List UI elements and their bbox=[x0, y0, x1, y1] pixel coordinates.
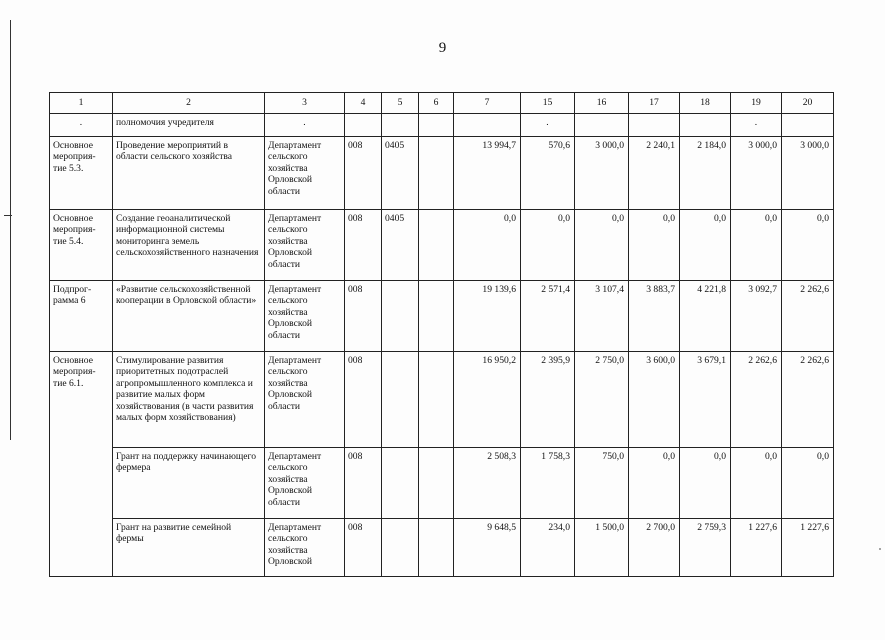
table-row bbox=[50, 137, 834, 210]
cell-executor: Департамент сельского хозяйства Орловской области bbox=[265, 352, 345, 448]
cell-name: «Развитие сельскохозяйственной кооперации в Орловской области» bbox=[113, 281, 265, 352]
cell-y19: . bbox=[731, 114, 782, 137]
cell-executor: Департамент сельского хозяйства Орловской области bbox=[265, 210, 345, 281]
cell-executor: . bbox=[265, 114, 345, 137]
cell-grbs: 008 bbox=[345, 137, 382, 210]
cell-grbs bbox=[345, 114, 382, 137]
cell-y18: 4 221,8 bbox=[680, 281, 731, 352]
cell-y15: 0,0 bbox=[521, 210, 575, 281]
column-header: 2 bbox=[113, 93, 265, 114]
cell-code: Подпрог-рамма 6 bbox=[50, 281, 113, 352]
cell-y16: 750,0 bbox=[575, 448, 629, 519]
cell-name: Грант на поддержку начинающего фермера bbox=[113, 448, 265, 519]
cell-y15: 2 395,9 bbox=[521, 352, 575, 448]
cell-total bbox=[454, 114, 521, 137]
cell-y17: 2 700,0 bbox=[629, 519, 680, 577]
table-row bbox=[50, 210, 834, 281]
cell-y19: 2 262,6 bbox=[731, 352, 782, 448]
cell-y16: 0,0 bbox=[575, 210, 629, 281]
table-row bbox=[50, 114, 834, 137]
cell-y19: 1 227,6 bbox=[731, 519, 782, 577]
cell-y16: 1 500,0 bbox=[575, 519, 629, 577]
cell-rzpr bbox=[382, 448, 419, 519]
table-row bbox=[50, 352, 834, 448]
cell-grbs: 008 bbox=[345, 519, 382, 577]
cell-csr bbox=[419, 448, 454, 519]
cell-name: Стимулирование развития приоритетных подотраслей агропромышленного комплекса и развитие малых форм хозяйствования (в части развития малых форм хозяйствования) bbox=[113, 352, 265, 448]
cell-y19: 0,0 bbox=[731, 448, 782, 519]
budget-table bbox=[49, 92, 834, 577]
cell-y18: 0,0 bbox=[680, 210, 731, 281]
cell-csr bbox=[419, 137, 454, 210]
cell-csr bbox=[419, 210, 454, 281]
scan-speck bbox=[879, 548, 881, 550]
cell-y16: 3 000,0 bbox=[575, 137, 629, 210]
column-header: 5 bbox=[382, 93, 419, 114]
table-row bbox=[50, 519, 834, 577]
cell-executor: Департамент сельского хозяйства Орловской области bbox=[265, 137, 345, 210]
cell-rzpr: 0405 bbox=[382, 137, 419, 210]
column-header: 4 bbox=[345, 93, 382, 114]
cell-code: Основное мероприя-тие 5.3. bbox=[50, 137, 113, 210]
cell-code: Основное мероприя-тие 6.1. bbox=[50, 352, 113, 448]
column-header: 18 bbox=[680, 93, 731, 114]
cell-rzpr bbox=[382, 519, 419, 577]
cell-y20: 3 000,0 bbox=[782, 137, 834, 210]
column-header: 7 bbox=[454, 93, 521, 114]
cell-grbs: 008 bbox=[345, 210, 382, 281]
cell-y18: 2 759,3 bbox=[680, 519, 731, 577]
cell-csr bbox=[419, 281, 454, 352]
cell-name: полномочия учредителя bbox=[113, 114, 265, 137]
cell-y18: 3 679,1 bbox=[680, 352, 731, 448]
cell-y19: 3 000,0 bbox=[731, 137, 782, 210]
cell-y19: 0,0 bbox=[731, 210, 782, 281]
cell-name: Создание геоаналитической информационной системы мониторинга земель сельскохозяйственного назначения bbox=[113, 210, 265, 281]
cell-y16: 2 750,0 bbox=[575, 352, 629, 448]
cell-total: 13 994,7 bbox=[454, 137, 521, 210]
cell-grbs: 008 bbox=[345, 352, 382, 448]
cell-executor: Департамент сельского хозяйства Орловской bbox=[265, 519, 345, 577]
column-header: 17 bbox=[629, 93, 680, 114]
cell-rzpr bbox=[382, 352, 419, 448]
cell-code: . bbox=[50, 114, 113, 137]
cell-y16: 3 107,4 bbox=[575, 281, 629, 352]
cell-y20: 1 227,6 bbox=[782, 519, 834, 577]
cell-executor: Департамент сельского хозяйства Орловской области bbox=[265, 448, 345, 519]
column-header: 16 bbox=[575, 93, 629, 114]
cell-y20: 2 262,6 bbox=[782, 281, 834, 352]
cell-csr bbox=[419, 519, 454, 577]
cell-csr bbox=[419, 352, 454, 448]
cell-code: Основное мероприя-тие 5.4. bbox=[50, 210, 113, 281]
cell-y16 bbox=[575, 114, 629, 137]
cell-name: Проведение мероприятий в области сельского хозяйства bbox=[113, 137, 265, 210]
table-row bbox=[50, 281, 834, 352]
margin-tick bbox=[4, 215, 12, 216]
column-header: 19 bbox=[731, 93, 782, 114]
cell-y18: 2 184,0 bbox=[680, 137, 731, 210]
cell-y17: 3 600,0 bbox=[629, 352, 680, 448]
cell-code bbox=[50, 519, 113, 577]
cell-y15: . bbox=[521, 114, 575, 137]
cell-y17 bbox=[629, 114, 680, 137]
cell-y15: 2 571,4 bbox=[521, 281, 575, 352]
cell-grbs: 008 bbox=[345, 281, 382, 352]
cell-total: 2 508,3 bbox=[454, 448, 521, 519]
cell-rzpr bbox=[382, 114, 419, 137]
cell-executor: Департамент сельского хозяйства Орловской области bbox=[265, 281, 345, 352]
cell-y15: 570,6 bbox=[521, 137, 575, 210]
cell-y17: 3 883,7 bbox=[629, 281, 680, 352]
column-header: 3 bbox=[265, 93, 345, 114]
column-header: 15 bbox=[521, 93, 575, 114]
cell-y17: 0,0 bbox=[629, 210, 680, 281]
cell-name: Грант на развитие семейной фермы bbox=[113, 519, 265, 577]
column-header: 6 bbox=[419, 93, 454, 114]
margin-rule bbox=[10, 20, 11, 440]
cell-y17: 2 240,1 bbox=[629, 137, 680, 210]
cell-y20: 2 262,6 bbox=[782, 352, 834, 448]
cell-grbs: 008 bbox=[345, 448, 382, 519]
cell-code bbox=[50, 448, 113, 519]
cell-y20: 0,0 bbox=[782, 448, 834, 519]
cell-rzpr: 0405 bbox=[382, 210, 419, 281]
cell-y15: 234,0 bbox=[521, 519, 575, 577]
column-header: 20 bbox=[782, 93, 834, 114]
cell-rzpr bbox=[382, 281, 419, 352]
table-row bbox=[50, 448, 834, 519]
cell-total: 16 950,2 bbox=[454, 352, 521, 448]
cell-y17: 0,0 bbox=[629, 448, 680, 519]
cell-y15: 1 758,3 bbox=[521, 448, 575, 519]
cell-y18 bbox=[680, 114, 731, 137]
cell-csr bbox=[419, 114, 454, 137]
cell-y20 bbox=[782, 114, 834, 137]
column-header: 1 bbox=[50, 93, 113, 114]
cell-total: 0,0 bbox=[454, 210, 521, 281]
page-number: 9 bbox=[438, 40, 447, 56]
header-row bbox=[50, 93, 834, 114]
cell-y19: 3 092,7 bbox=[731, 281, 782, 352]
cell-total: 9 648,5 bbox=[454, 519, 521, 577]
cell-y20: 0,0 bbox=[782, 210, 834, 281]
cell-y18: 0,0 bbox=[680, 448, 731, 519]
cell-total: 19 139,6 bbox=[454, 281, 521, 352]
